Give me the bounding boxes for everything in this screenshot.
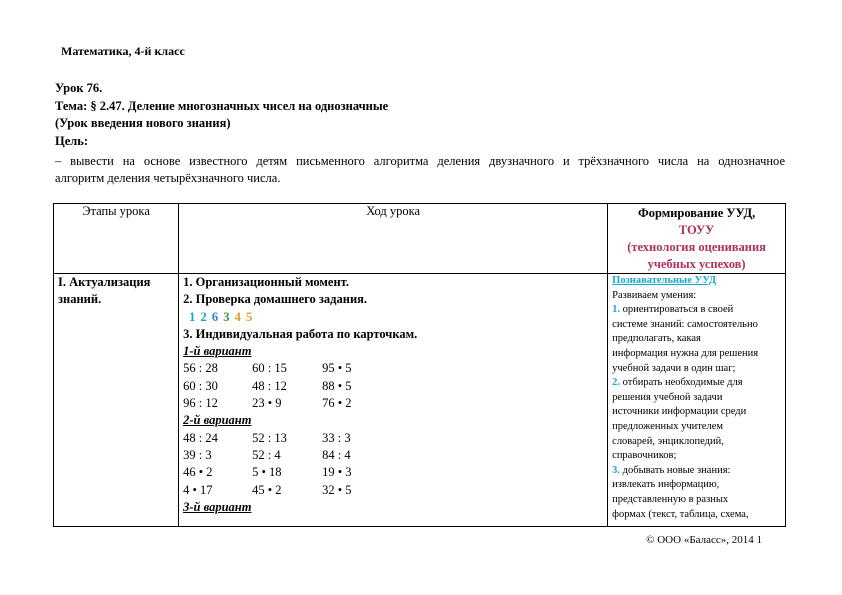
- uud-intro: Развиваем умения:: [612, 289, 697, 301]
- task-row: 48 : 24 52 : 13 33 : 3: [183, 430, 351, 445]
- table-header-row: [54, 204, 786, 274]
- uud-line: извлекать информацию,: [612, 479, 720, 491]
- course-item-3: 3. Индивидуальная работа по карточкам.: [183, 326, 418, 341]
- task-row: 56 : 28 60 : 15 95 • 5: [183, 361, 352, 376]
- lesson-topic: Тема: § 2.47. Деление многозначных чисел на однозначные: [55, 98, 389, 113]
- stage-line-1: I. Актуализация: [58, 275, 151, 289]
- header-uud: [608, 204, 786, 274]
- uud-line: решения учебной задачи: [612, 391, 723, 403]
- header-touu-desc-2: учебных успехов): [647, 257, 746, 271]
- uud-line: справочников;: [612, 450, 677, 462]
- header-stages: Этапы урока: [54, 204, 179, 274]
- uud-line: словарей, энциклопедий,: [612, 435, 724, 447]
- uud-line: представленную в разных: [612, 493, 729, 505]
- uud-line: 1. ориентироваться в своей: [612, 304, 734, 316]
- lesson-header: [55, 80, 388, 150]
- course-item-2: 2. Проверка домашнего задания.: [183, 292, 368, 307]
- lesson-table: [53, 203, 786, 527]
- uud-line: 3. добывать новые знания:: [612, 464, 731, 476]
- variant-1-label: 1-й вариант: [183, 344, 252, 359]
- lesson-number: Урок 76.: [55, 81, 103, 95]
- header-course: Ход урока: [179, 204, 608, 274]
- page-footer: © ООО «Баласс», 2014 1: [646, 534, 762, 546]
- goal-line-2: алгоритм деления четырёхзначного числа.: [55, 171, 281, 185]
- task-row: 39 : 3 52 : 4 84 : 4: [183, 447, 351, 462]
- lesson-type: (Урок введения нового знания): [55, 116, 231, 130]
- stage-cell: [54, 274, 179, 527]
- stage-line-2: знаний.: [58, 292, 102, 306]
- uud-line: предложенных учителем: [612, 420, 724, 432]
- goal-line-1: – вывести на основе известного детям письменного алгоритма деления двузначного и трёхзначного числа на однозначное: [55, 154, 785, 168]
- goal-label: Цель:: [55, 133, 89, 148]
- mark: 4: [234, 309, 242, 324]
- task-row: 96 : 12 23 • 9 76 • 2: [183, 396, 352, 411]
- uud-line: 2. отбирать необходимые для: [612, 377, 743, 389]
- lesson-goal: [55, 153, 785, 187]
- mark: 5: [245, 309, 254, 324]
- uud-line: учебной задачи в один шаг;: [612, 362, 736, 374]
- task-row: 4 • 17 45 • 2 32 • 5: [183, 482, 352, 497]
- uud-cell: [608, 274, 786, 527]
- mark: 1: [189, 309, 197, 324]
- uud-line: формах (текст, таблица, схема,: [612, 508, 749, 520]
- uud-line: источники информации среди: [612, 406, 747, 418]
- mark: 2: [200, 309, 208, 324]
- uud-category: Познавательные УУД: [612, 275, 717, 286]
- header-uud-line1: Формирование УУД,: [637, 206, 756, 220]
- variant-2-label: 2-й вариант: [183, 413, 252, 428]
- uud-line: системе знаний: самостоятельно: [612, 318, 758, 330]
- success-marks: [183, 309, 603, 326]
- task-row: 60 : 30 48 : 12 88 • 5: [183, 378, 352, 393]
- uud-line: предполагать, какая: [612, 333, 701, 345]
- header-touu-desc-1: (технология оценивания: [627, 240, 766, 254]
- mark: 3: [223, 309, 231, 324]
- table-row: [54, 274, 786, 527]
- subject-title: Математика, 4-й класс: [61, 44, 185, 58]
- header-touu: ТОУУ: [678, 223, 715, 237]
- mark: 6: [211, 309, 220, 324]
- task-row: 46 • 2 5 • 18 19 • 3: [183, 465, 352, 480]
- variant-3-label: 3-й вариант: [183, 499, 252, 514]
- uud-line: информация нужна для решения: [612, 347, 759, 359]
- course-item-1: 1. Организационный момент.: [183, 275, 349, 289]
- course-cell: [179, 274, 608, 527]
